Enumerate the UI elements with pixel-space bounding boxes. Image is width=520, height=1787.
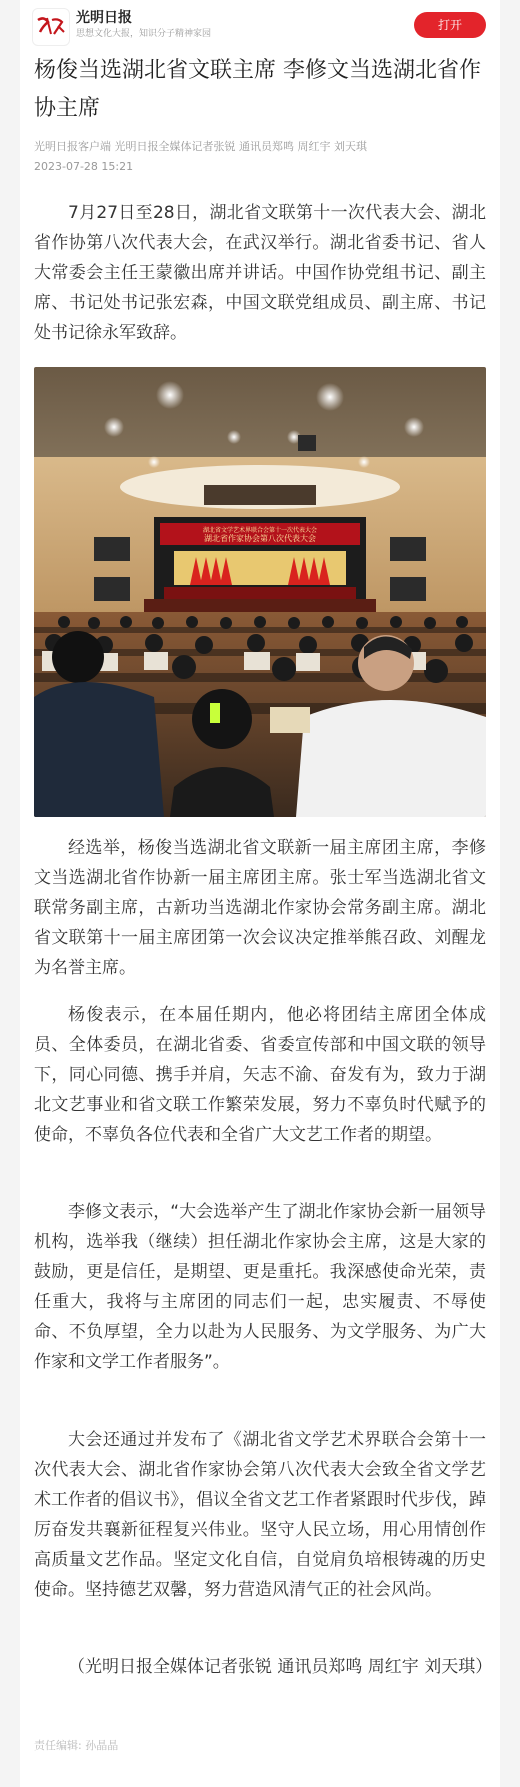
banner-line-2: 湖北省作家协会第八次代表大会 bbox=[204, 534, 316, 543]
article-timestamp: 2023-07-28 15:21 bbox=[34, 160, 134, 173]
article-title: 杨俊当选湖北省文联主席 李修文当选湖北省作协主席 bbox=[34, 58, 481, 121]
article-page bbox=[20, 0, 500, 1787]
paragraph-4: 李修文表示，“大会选举产生了湖北作家协会新一届领导机构，选举我（继续）担任湖北作家协会主席，这是大家的鼓励，更是信任，是期望、更是重托。我深感使命光荣，责任重大，我将与主席团的同志们一起，忠实履责、不辱使命、不负厚望，全力以赴为人民服务、为文学服务、为广大作家和文学工作者服务”。 bbox=[34, 1202, 486, 1372]
paragraph-1: 7月27日至28日，湖北省文联第十一次代表大会、湖北省作协第八次代表大会，在武汉举行。湖北省委书记、省人大常委会主任王蒙徽出席并讲话。中国作协党组书记、副主席、书记处书记张宏森，中国文联党组成员、副主席、书记处书记徐永军致辞。 bbox=[34, 203, 486, 343]
conference-photo bbox=[34, 367, 486, 817]
paragraph-5: 大会还通过并发布了《湖北省文学艺术界联合会第十一次代表大会、湖北省作家协会第八次代表大会致全省文学艺术工作者的倡议书》，倡议全省文艺工作者紧跟时代步伐，踔厉奋发共襄新征程复兴伟业。坚守人民立场，用心用情创作高质量文艺作品。坚定文化自信，自觉肩负培根铸魂的历史使命。坚持德艺双馨，努力营造风清气正的社会风尚。 bbox=[34, 1430, 486, 1600]
article-meta bbox=[34, 137, 486, 177]
responsible-editor: 责任编辑: 孙晶晶 bbox=[34, 1739, 119, 1752]
app-header bbox=[20, 0, 500, 50]
logo-calligraphy-icon bbox=[34, 10, 68, 44]
paragraph-6: （光明日报全媒体记者张锐 通讯员郑鸣 周红宇 刘天琪） bbox=[68, 1657, 493, 1677]
open-app-button[interactable]: 打开 bbox=[414, 12, 486, 38]
brand-slogan: 思想文化大报，知识分子精神家园 bbox=[76, 29, 212, 39]
paragraph-3: 杨俊表示，在本届任期内，他必将团结主席团全体成员、全体委员，在湖北省委、省委宣传部和中国文联的领导下，同心同德、携手并肩，矢志不渝、奋发有为，致力于湖北文艺事业和省文联工作繁荣发展，努力不辜负时代赋予的使命，不辜负各位代表和全省广大文艺工作者的期望。 bbox=[34, 1005, 486, 1145]
conference-hall-image bbox=[34, 367, 486, 817]
brand-block bbox=[76, 10, 211, 41]
guangming-logo[interactable] bbox=[32, 8, 70, 46]
brand-name: 光明日报 bbox=[76, 10, 132, 26]
paragraph-2: 经选举，杨俊当选湖北省文联新一届主席团主席，李修文当选湖北省作协新一届主席团主席。张士军当选湖北省文联常务副主席，古新功当选湖北作家协会常务副主席。湖北省文联第十一届主席团第一次会议决定推举熊召政、刘醒龙为名誉主席。 bbox=[34, 838, 486, 978]
banner-line-1: 湖北省文学艺术界联合会第十一次代表大会 bbox=[202, 527, 318, 534]
article-source: 光明日报客户端 光明日报全媒体记者张锐 通讯员郑鸣 周红宇 刘天琪 bbox=[34, 140, 367, 153]
